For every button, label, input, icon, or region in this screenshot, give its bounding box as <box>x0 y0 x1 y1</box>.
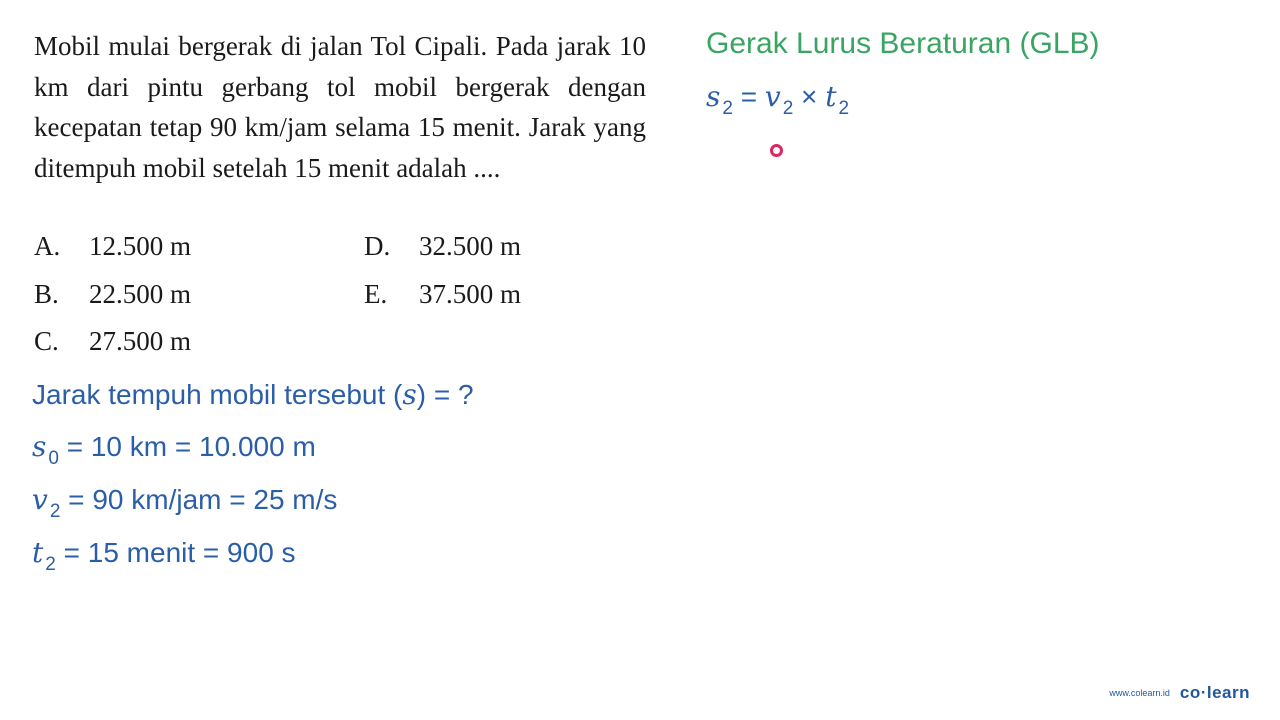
option-value: 37.500 m <box>419 279 522 309</box>
footer-branding <box>1109 683 1250 703</box>
colearn-logo: co·learn <box>1179 683 1250 702</box>
formula-t-sub: 2 <box>838 98 850 119</box>
formula-times: × <box>793 81 826 112</box>
formula-v-sub: 2 <box>782 98 794 119</box>
option-e <box>364 279 521 310</box>
option-c <box>34 326 191 357</box>
formula-t: t <box>825 80 837 113</box>
prompt-variable: s <box>402 378 417 411</box>
option-b <box>34 279 191 310</box>
given-value: = 15 menit = 900 s <box>55 537 296 568</box>
option-letter: C. <box>34 326 59 356</box>
option-letter: B. <box>34 279 59 309</box>
given-v2 <box>32 483 338 522</box>
option-value: 32.500 m <box>419 231 522 261</box>
option-letter: A. <box>34 231 61 261</box>
given-variable: v <box>32 483 48 516</box>
given-t2 <box>32 536 296 575</box>
formula-v: v <box>764 80 781 113</box>
glb-title: Gerak Lurus Beraturan (GLB) <box>706 27 1100 60</box>
given-subscript: 2 <box>49 501 61 522</box>
glb-formula <box>706 80 850 119</box>
given-variable: t <box>32 536 44 569</box>
option-letter: E. <box>364 279 388 309</box>
option-d <box>364 231 521 262</box>
given-s0 <box>32 430 316 469</box>
question-text: Mobil mulai bergerak di jalan Tol Cipali. Pada jarak 10 km dari pintu gerbang tol mobil bergerak dengan kecepatan tetap 90 km/jam selama 15 menit. Jarak yang ditempuh mobil setelah 15 menit adalah .... <box>34 31 646 183</box>
formula-equals: = <box>732 81 765 112</box>
prompt-prefix: Jarak tempuh mobil tersebut ( <box>32 379 403 410</box>
formula-lhs: s <box>706 80 721 113</box>
solution-prompt <box>32 378 474 411</box>
option-value: 27.500 m <box>89 326 192 356</box>
given-variable: s <box>32 430 47 463</box>
option-value: 12.500 m <box>89 231 192 261</box>
footer-url[interactable]: www.colearn.id <box>1109 688 1170 698</box>
option-a <box>34 231 191 262</box>
option-value: 22.500 m <box>89 279 192 309</box>
given-subscript: 2 <box>45 554 56 575</box>
prompt-suffix: ) = ? <box>416 379 474 410</box>
formula-lhs-sub: 2 <box>722 98 733 119</box>
given-value: = 90 km/jam = 25 m/s <box>60 484 338 515</box>
given-subscript: 0 <box>48 448 59 469</box>
pointer-cursor-icon <box>770 144 783 157</box>
option-letter: D. <box>364 231 391 261</box>
given-value: = 10 km = 10.000 m <box>58 431 316 462</box>
